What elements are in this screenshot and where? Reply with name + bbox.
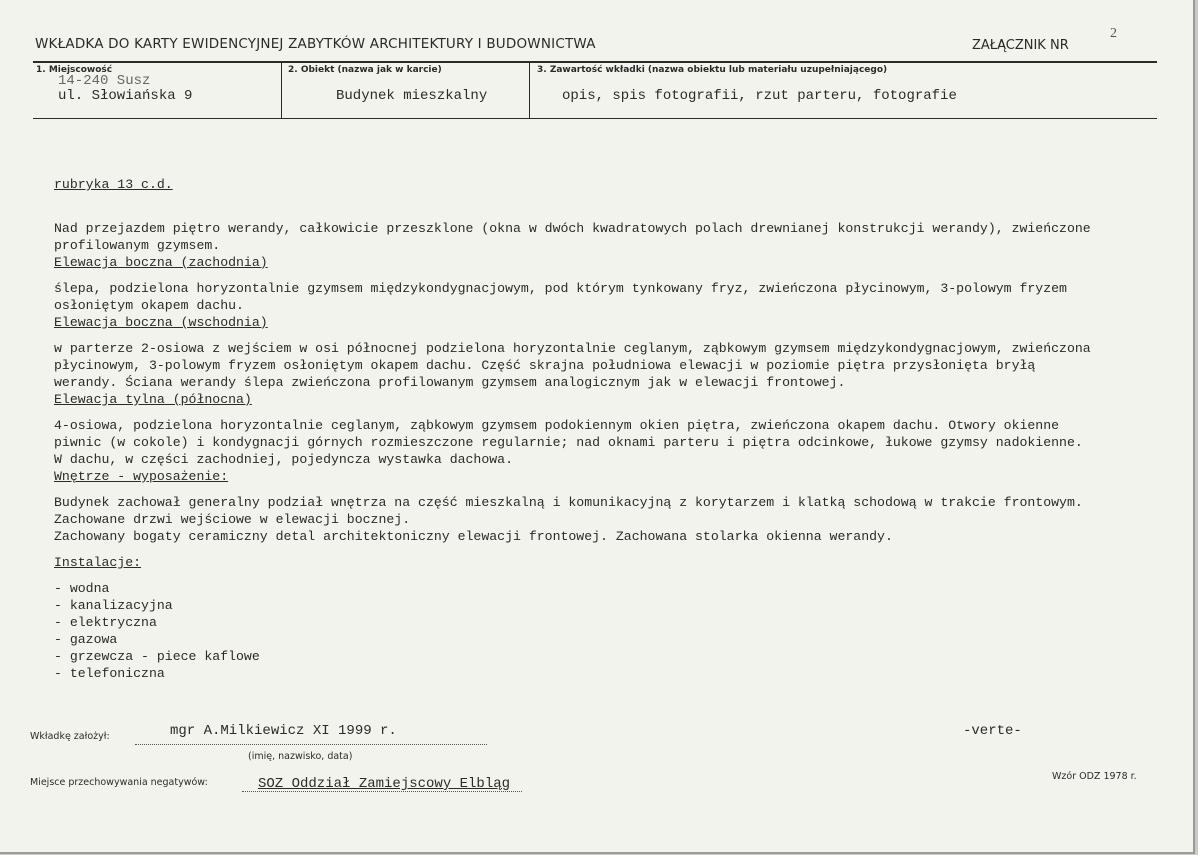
installation-item: - kanalizacyjna [54,598,173,613]
west-line-1: ślepa, podzielona horyzontalnie gzymsem międzykondygnacjowym, pod którym tynkowany fryz, zwieńczona płycinowym, 3-polowym fryzem [54,281,1067,296]
field-3-value: opis, spis fotografii, rzut parteru, fotografie [562,88,957,104]
installation-item: - telefoniczna [54,666,165,681]
west-line-2: osłoniętym okapem dachu. [54,298,244,313]
rear-line-3: W dachu, w części zachodniej, pojedyncza wystawka dachowa. [54,452,513,467]
author-label: Wkładkę założył: [30,731,110,742]
east-line-1: w parterze 2-osiowa z wejściem w osi północnej podzielona horyzontalnie ceglanym, ząbkowym gzymsem międzykondygnacjowym, zwieńczona [54,341,1091,356]
rear-line-1: 4-osiowa, podzielona horyzontalnie ceglanym, ząbkowym gzymsem podokiennym okien piętra, zwieńczona okapem dachu. Otwory okienne [54,418,1060,433]
form-title: WKŁADKA DO KARTY EWIDENCYJNEJ ZABYTKÓW ARCHITEKTURY I BUDOWNICTWA [35,36,596,52]
rear-elevation-heading: Elewacja tylna (północna) [54,392,252,407]
form-code: Wzór ODZ 1978 r. [1052,771,1137,782]
installations-heading: Instalacje: [54,555,142,570]
rubric-heading: rubryka 13 c.d. [54,177,173,192]
interior-heading: Wnętrze - wyposażenie: [54,469,229,484]
header-bottom-rule [33,118,1157,119]
interior-line-1: Budynek zachował generalny podział wnętrza na część mieszkalną i komunikacyjną z korytarzem i klatką schodową w trakcie frontowym. [54,495,1083,510]
interior-line-3: Zachowany bogaty ceramiczny detal architektoniczny elewacji frontowej. Zachowana stolarka okienna werandy. [54,529,893,544]
intro-line-1: Nad przejazdem piętro werandy, całkowicie przeszklone (okna w dwóch kwadratowych polach drewnianej konstrukcji werandy), zwieńczone [54,221,1091,236]
annex-label: ZAŁĄCZNIK NR [972,38,1069,53]
installation-item: - wodna [54,581,110,596]
intro-line-2: profilowanym gzymsem. [54,238,221,253]
installation-item: - elektryczna [54,615,157,630]
header-top-rule [33,61,1157,63]
field-divider-1 [281,62,282,118]
field-2-label: 2. Obiekt (nazwa jak w karcie) [288,65,442,75]
author-caption: (imię, nazwisko, data) [248,751,353,762]
field-1-label: 1. Miejscowość [36,65,113,75]
field-1-street: ul. Słowiańska 9 [58,88,193,104]
interior-line-2: Zachowane drzwi wejściowe w elewacji bocznej. [54,512,411,527]
installation-item: - gazowa [54,632,118,647]
field-3-label: 3. Zawartość wkładki (nazwa obiektu lub materiału uzupełniającego) [537,65,888,75]
west-elevation-heading: Elewacja boczna (zachodnia) [54,255,268,270]
field-2-value: Budynek mieszkalny [336,88,488,104]
east-line-2: płycinowym, 3-polowym fryzem osłoniętym okapem dachu. Część skrajna południowa elewacji w poziomie piętra przysłonięta bryłą [54,358,1036,373]
east-line-3: werandy. Ściana werandy ślepa zwieńczona profilowanym gzymsem analogicznym jak w elewacji frontowej. [54,375,846,390]
verte-note: -verte- [963,723,1022,739]
field-1-postcode: 14-240 Susz [58,73,151,89]
author-dotted-line [135,744,487,745]
rear-line-2: piwnic (w cokole) i kondygnacji górnych rozmieszczone regularnie; nad oknami parteru i piętra odcinkowe, łukowe gzymsy nadokienne. [54,435,1083,450]
storage-label: Miejsce przechowywania negatywów: [30,777,208,788]
field-divider-2 [529,62,530,118]
installation-item: - grzewcza - piece kaflowe [54,649,260,664]
description-body [54,176,1144,682]
author-value: mgr A.Milkiewicz XI 1999 r. [170,723,397,739]
storage-value: SOZ Oddział Zamiejscowy Elbląg [258,776,511,792]
east-elevation-heading: Elewacja boczna (wschodnia) [54,315,268,330]
annex-number: 2 [1110,26,1117,41]
